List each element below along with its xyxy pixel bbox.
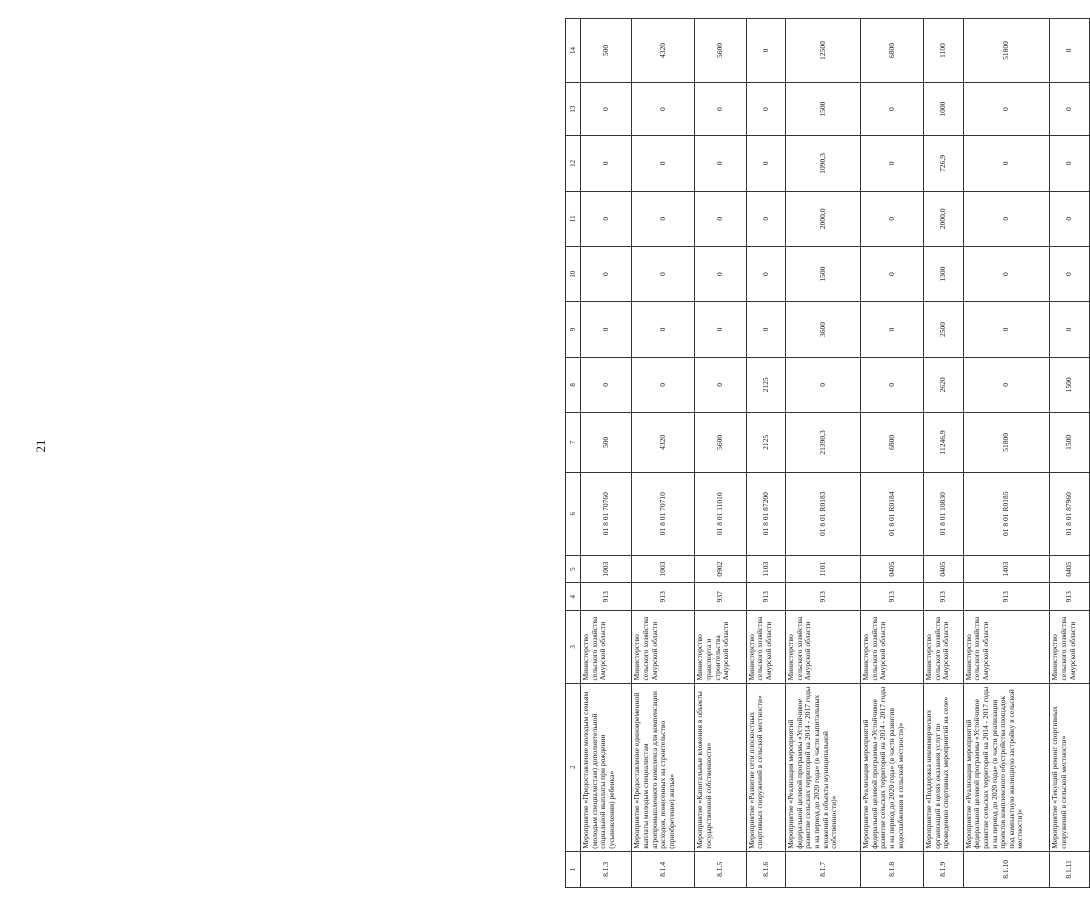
year-value: 51800 bbox=[963, 19, 1050, 83]
target-article: 01 8 01 R0185 bbox=[963, 472, 1050, 555]
year-value: 0 bbox=[1050, 136, 1090, 191]
target-article: 01 8 01 R0183 bbox=[786, 472, 861, 555]
header-col-3: 3 bbox=[566, 611, 581, 683]
grbs-code: 913 bbox=[632, 583, 695, 611]
header-col-12: 12 bbox=[566, 136, 581, 191]
year-value: 2620 bbox=[924, 357, 964, 412]
header-col-2: 2 bbox=[566, 683, 581, 851]
grbs-code: 913 bbox=[581, 583, 632, 611]
header-col-14: 14 bbox=[566, 19, 581, 83]
header-col-4: 4 bbox=[566, 583, 581, 611]
year-value: 0 bbox=[861, 246, 924, 301]
measure-name: Мероприятие «Текущий ремонт спортивных сооружений в сельской местности» bbox=[1050, 683, 1090, 851]
year-value: 0 bbox=[581, 191, 632, 246]
row-code: 8.1.11 bbox=[1050, 851, 1090, 887]
section-code: 1403 bbox=[963, 555, 1050, 583]
measure-name: Мероприятие «Капитальные вложения в объекты государственной собственности» bbox=[695, 683, 746, 851]
target-article: 01 8 01 10830 bbox=[924, 472, 964, 555]
year-value: 0 bbox=[963, 246, 1050, 301]
year-value: 0 bbox=[581, 302, 632, 357]
total-value: 6800 bbox=[861, 413, 924, 473]
grbs-code: 913 bbox=[963, 583, 1050, 611]
year-value: 500 bbox=[581, 19, 632, 83]
table-row bbox=[786, 19, 861, 888]
year-value: 12500 bbox=[786, 19, 861, 83]
header-col-6: 6 bbox=[566, 472, 581, 555]
year-value: 0 bbox=[746, 82, 786, 135]
executor: Министерство сельского хозяйства Амурской области bbox=[632, 611, 695, 683]
header-col-10: 10 bbox=[566, 246, 581, 301]
year-value: 0 bbox=[963, 136, 1050, 191]
year-value: 0 bbox=[695, 357, 746, 412]
year-value: 1500 bbox=[786, 246, 861, 301]
target-article: 01 8 01 70760 bbox=[581, 472, 632, 555]
header-col-7: 7 bbox=[566, 413, 581, 473]
executor: Министерство сельского хозяйства Амурской области bbox=[963, 611, 1050, 683]
year-value: 0 bbox=[746, 19, 786, 83]
year-value: 4320 bbox=[632, 19, 695, 83]
section-code: 0405 bbox=[861, 555, 924, 583]
section-code: 1103 bbox=[746, 555, 786, 583]
year-value: 0 bbox=[695, 82, 746, 135]
year-value: 2500 bbox=[924, 302, 964, 357]
table-row bbox=[924, 19, 964, 888]
total-value: 2125 bbox=[746, 413, 786, 473]
header-col-8: 8 bbox=[566, 357, 581, 412]
year-value: 0 bbox=[695, 136, 746, 191]
row-code: 8.1.5 bbox=[695, 851, 746, 887]
header-row bbox=[566, 19, 581, 888]
grbs-code: 913 bbox=[746, 583, 786, 611]
total-value: 21390,3 bbox=[786, 413, 861, 473]
year-value: 0 bbox=[632, 357, 695, 412]
year-value: 0 bbox=[746, 302, 786, 357]
year-value: 0 bbox=[963, 82, 1050, 135]
executor: Министерство сельского хозяйства Амурской области bbox=[746, 611, 786, 683]
year-value: 0 bbox=[632, 82, 695, 135]
year-value: 0 bbox=[746, 246, 786, 301]
table-row bbox=[695, 19, 746, 888]
row-code: 8.1.9 bbox=[924, 851, 964, 887]
year-value: 0 bbox=[581, 246, 632, 301]
table-row bbox=[581, 19, 632, 888]
year-value: 0 bbox=[632, 191, 695, 246]
grbs-code: 913 bbox=[786, 583, 861, 611]
grbs-code: 913 bbox=[861, 583, 924, 611]
year-value: 1500 bbox=[1050, 357, 1090, 412]
total-value: 500 bbox=[581, 413, 632, 473]
target-article: 01 8 01 70710 bbox=[632, 472, 695, 555]
section-code: 1101 bbox=[786, 555, 861, 583]
table-row bbox=[963, 19, 1050, 888]
table-row bbox=[746, 19, 786, 888]
measure-name: Мероприятие «Предоставление единовременной выплаты молодым специалистам агропромышленного комплекса для компенсации расходов, понесенных на строительство (приобретение) жилья» bbox=[632, 683, 695, 851]
year-value: 0 bbox=[632, 302, 695, 357]
year-value: 0 bbox=[786, 357, 861, 412]
total-value: 5600 bbox=[695, 413, 746, 473]
year-value: 0 bbox=[695, 246, 746, 301]
grbs-code: 937 bbox=[695, 583, 746, 611]
year-value: 0 bbox=[581, 136, 632, 191]
total-value: 4320 bbox=[632, 413, 695, 473]
year-value: 0 bbox=[861, 191, 924, 246]
header-col-1: 1 bbox=[566, 851, 581, 887]
executor: Министерство сельского хозяйства Амурской области bbox=[1050, 611, 1090, 683]
section-code: 0902 bbox=[695, 555, 746, 583]
measure-name: Мероприятие «Реализация мероприятий федеральной целевой программы «Устойчивое развитие сельских территорий на 2014 - 2017 годы и на период до 2020 года» (в части капитальных вложений в объекты муниципальной собственности)» bbox=[786, 683, 861, 851]
header-col-5: 5 bbox=[566, 555, 581, 583]
year-value: 1500 bbox=[786, 82, 861, 135]
year-value: 0 bbox=[1050, 191, 1090, 246]
row-code: 8.1.8 bbox=[861, 851, 924, 887]
target-article: 01 8 01 R0184 bbox=[861, 472, 924, 555]
year-value: 0 bbox=[1050, 19, 1090, 83]
year-value: 0 bbox=[581, 82, 632, 135]
section-code: 0405 bbox=[1050, 555, 1090, 583]
measure-name: Мероприятие «Развитие сети плоскостных спортивных сооружений в сельской местности» bbox=[746, 683, 786, 851]
year-value: 2000,0 bbox=[786, 191, 861, 246]
year-value: 0 bbox=[632, 246, 695, 301]
row-code: 8.1.7 bbox=[786, 851, 861, 887]
year-value: 2125 bbox=[746, 357, 786, 412]
year-value: 0 bbox=[963, 357, 1050, 412]
target-article: 01 8 01 87960 bbox=[1050, 472, 1090, 555]
header-col-11: 11 bbox=[566, 191, 581, 246]
rotated-table-container bbox=[565, 18, 1090, 888]
year-value: 0 bbox=[746, 136, 786, 191]
table-row bbox=[632, 19, 695, 888]
year-value: 0 bbox=[1050, 302, 1090, 357]
row-code: 8.1.3 bbox=[581, 851, 632, 887]
executor: Министерство сельского хозяйства Амурской области bbox=[581, 611, 632, 683]
total-value: 51800 bbox=[963, 413, 1050, 473]
measure-name: Мероприятие «Реализация мероприятий федеральной целевой программы «Устойчивое развитие сельских территорий на 2014 - 2017 годы и на период до 2020 года» (в части развития водоснабжения в сельской местности)» bbox=[861, 683, 924, 851]
year-value: 5600 bbox=[695, 19, 746, 83]
year-value: 0 bbox=[632, 136, 695, 191]
year-value: 1100 bbox=[924, 19, 964, 83]
year-value: 0 bbox=[963, 302, 1050, 357]
year-value: 0 bbox=[861, 136, 924, 191]
year-value: 1000 bbox=[924, 82, 964, 135]
measure-name: Мероприятие «Предоставление молодым семьям (молодым специалистам) дополнительной социальной выплаты при рождении (усыновлении) ребенка» bbox=[581, 683, 632, 851]
target-article: 01 8 01 87200 bbox=[746, 472, 786, 555]
executor: Министерство сельского хозяйства Амурской области bbox=[786, 611, 861, 683]
executor: Министерство транспорта и строительства Амурской области bbox=[695, 611, 746, 683]
year-value: 0 bbox=[695, 191, 746, 246]
year-value: 2000,0 bbox=[924, 191, 964, 246]
section-code: 0405 bbox=[924, 555, 964, 583]
year-value: 0 bbox=[963, 191, 1050, 246]
year-value: 0 bbox=[581, 357, 632, 412]
year-value: 1300 bbox=[924, 246, 964, 301]
total-value: 1500 bbox=[1050, 413, 1090, 473]
row-code: 8.1.4 bbox=[632, 851, 695, 887]
target-article: 01 8 01 11010 bbox=[695, 472, 746, 555]
total-value: 11246,9 bbox=[924, 413, 964, 473]
section-code: 1003 bbox=[581, 555, 632, 583]
measure-name: Мероприятие «Реализация мероприятий федеральной целевой программы «Устойчивое развитие сельских территорий на 2014 - 2017 годы и на период до 2020 года» (в части реализации проектов комплексного обустройства площадок под компактную жилищную застройку в сельской местности)» bbox=[963, 683, 1050, 851]
year-value: 0 bbox=[1050, 82, 1090, 135]
year-value: 726,9 bbox=[924, 136, 964, 191]
executor: Министерство сельского хозяйства Амурской области bbox=[861, 611, 924, 683]
row-code: 8.1.6 bbox=[746, 851, 786, 887]
section-code: 1003 bbox=[632, 555, 695, 583]
year-value: 0 bbox=[861, 357, 924, 412]
year-value: 0 bbox=[861, 302, 924, 357]
executor: Министерство сельского хозяйства Амурской области bbox=[924, 611, 964, 683]
header-col-13: 13 bbox=[566, 82, 581, 135]
row-code: 8.1.10 bbox=[963, 851, 1050, 887]
year-value: 0 bbox=[861, 82, 924, 135]
grbs-code: 913 bbox=[1050, 583, 1090, 611]
year-value: 6800 bbox=[861, 19, 924, 83]
table-row bbox=[1050, 19, 1090, 888]
budget-table bbox=[565, 18, 1090, 888]
year-value: 1090,3 bbox=[786, 136, 861, 191]
table-row bbox=[861, 19, 924, 888]
year-value: 0 bbox=[1050, 246, 1090, 301]
grbs-code: 913 bbox=[924, 583, 964, 611]
page-number: 21 bbox=[33, 439, 48, 453]
year-value: 0 bbox=[746, 191, 786, 246]
measure-name: Мероприятие «Поддержка некоммерческих организаций в целях оказания услуг по проведению спортивных мероприятий на селе» bbox=[924, 683, 964, 851]
year-value: 0 bbox=[695, 302, 746, 357]
year-value: 3600 bbox=[786, 302, 861, 357]
header-col-9: 9 bbox=[566, 302, 581, 357]
